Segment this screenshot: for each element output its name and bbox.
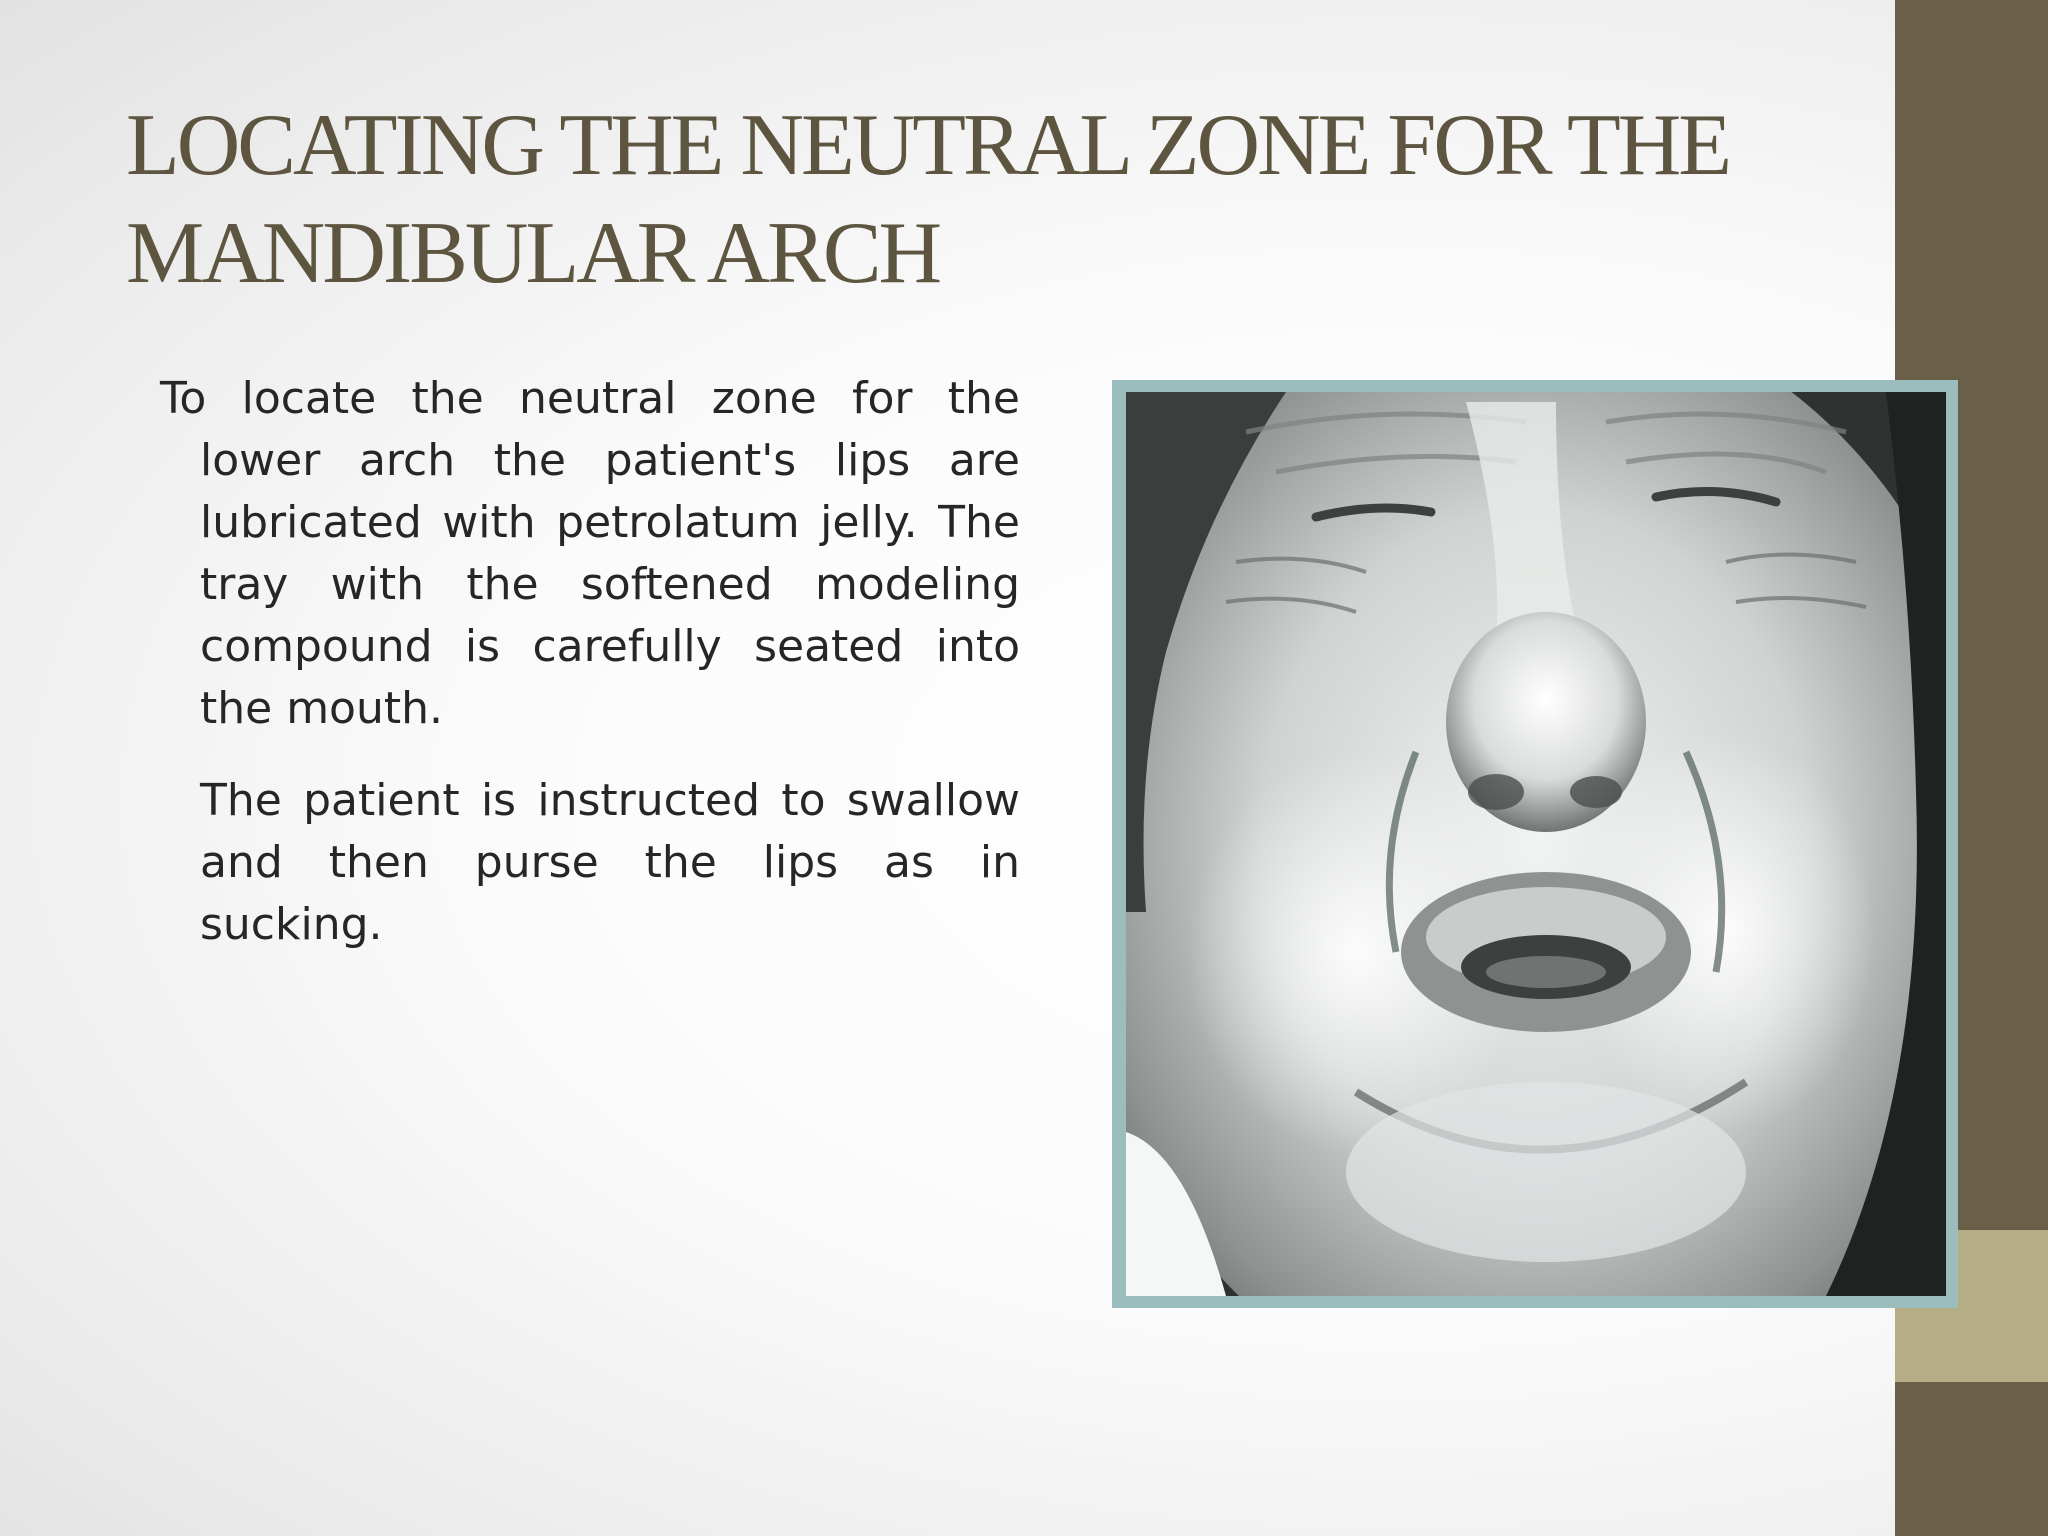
body-text [160,368,1020,956]
paragraph-1: To locate the neutral zone for the lower arch the patient's lips are lubricated with petrolatum jelly. The tray with the softened modeling compound is carefully seated into the mouth. [160,373,1020,734]
paragraph-2: The patient is instructed to swallow and then purse the lips as in sucking. [200,775,1020,950]
patient-face-photo [1126,392,1946,1296]
photo-frame [1112,380,1958,1308]
slide-title: LOCATING THE NEUTRAL ZONE FOR THE MANDIBULAR ARCH [126,97,1730,302]
